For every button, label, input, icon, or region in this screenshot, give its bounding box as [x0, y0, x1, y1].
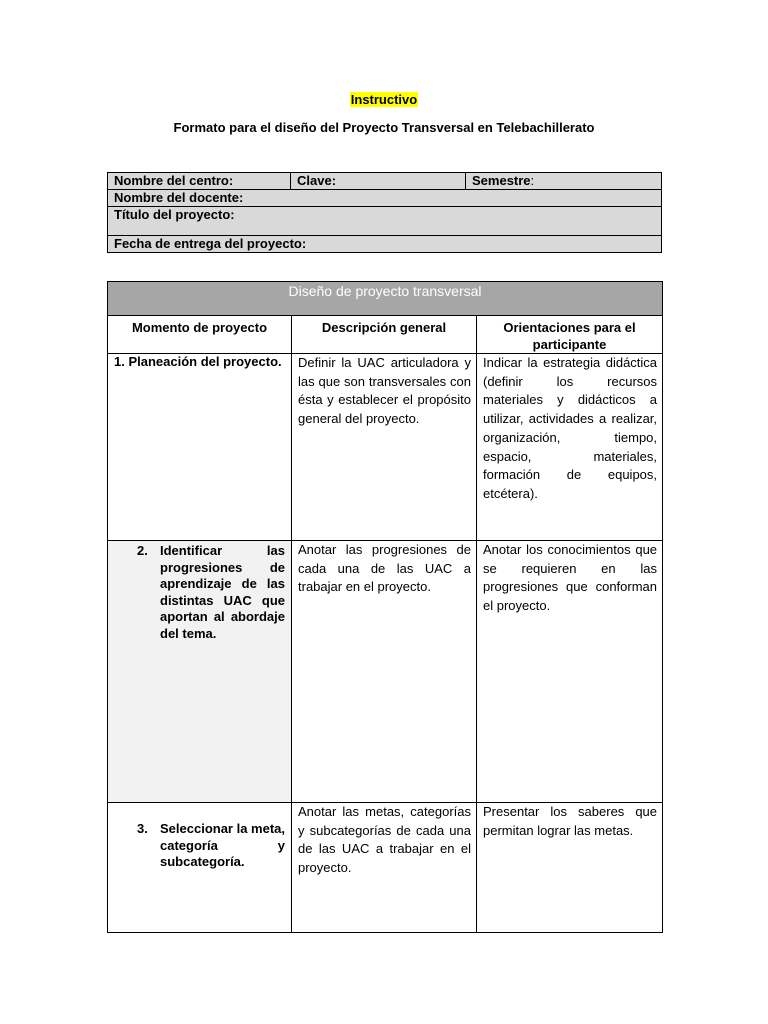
- design-table-header: Diseño de proyecto transversal: [108, 282, 663, 316]
- description-cell: Definir la UAC articuladora y las que son transversales con ésta y establecer el propósito general del proyecto.: [292, 354, 477, 541]
- column-header-moment: Momento de proyecto: [108, 316, 292, 354]
- school-name-field: Nombre del centro:: [108, 173, 291, 190]
- table-row: [108, 354, 663, 541]
- delivery-date-field: Fecha de entrega del proyecto:: [108, 236, 662, 253]
- document-subtitle: Formato para el diseño del Proyecto Transversal en Telebachillerato: [173, 120, 595, 135]
- project-title-field: Título del proyecto:: [108, 207, 662, 236]
- guidance-cell: Presentar los saberes que permitan lograr las metas.: [477, 803, 663, 933]
- moment-cell: 3. Seleccionar la meta, categoría y subcategoría.: [108, 803, 292, 933]
- moment-cell: 2. Identificar las progresiones de aprendizaje de las distintas UAC que aportan al abordaje del tema.: [108, 541, 292, 803]
- table-row: [108, 541, 663, 803]
- guidance-cell: Anotar los conocimientos que se requieren en las progresiones que conforman el proyecto.: [477, 541, 663, 803]
- table-row: [108, 803, 663, 933]
- column-header-guidance: Orientaciones para el participante: [477, 316, 663, 354]
- moment-cell: 1. Planeación del proyecto.: [108, 354, 292, 541]
- column-header-description: Descripción general: [292, 316, 477, 354]
- moment-text: Planeación del proyecto.: [128, 354, 282, 369]
- project-design-table: [107, 281, 663, 933]
- moment-text: Seleccionar la meta, categoría y subcategoría.: [160, 821, 286, 869]
- document-title: Instructivo: [350, 92, 418, 107]
- description-cell: Anotar las metas, categorías y subcategorías de cada una de las UAC a trabajar en el proyecto.: [292, 803, 477, 933]
- guidance-cell: Indicar la estrategia didáctica (definir los recursos materiales y didácticos a utilizar, actividades a realizar, organización, tiempo, espacio, materiales, formación de equipos, etcétera).: [477, 354, 663, 541]
- teacher-name-field: Nombre del docente:: [108, 190, 662, 207]
- semester-field: Semestre:: [466, 173, 662, 190]
- key-field: Clave:: [291, 173, 466, 190]
- moment-text: Identificar las progresiones de aprendizaje de las distintas UAC que aportan al abordaje del tema.: [160, 543, 285, 641]
- project-info-table: [107, 172, 662, 253]
- description-cell: Anotar las progresiones de cada una de las UAC a trabajar en el proyecto.: [292, 541, 477, 803]
